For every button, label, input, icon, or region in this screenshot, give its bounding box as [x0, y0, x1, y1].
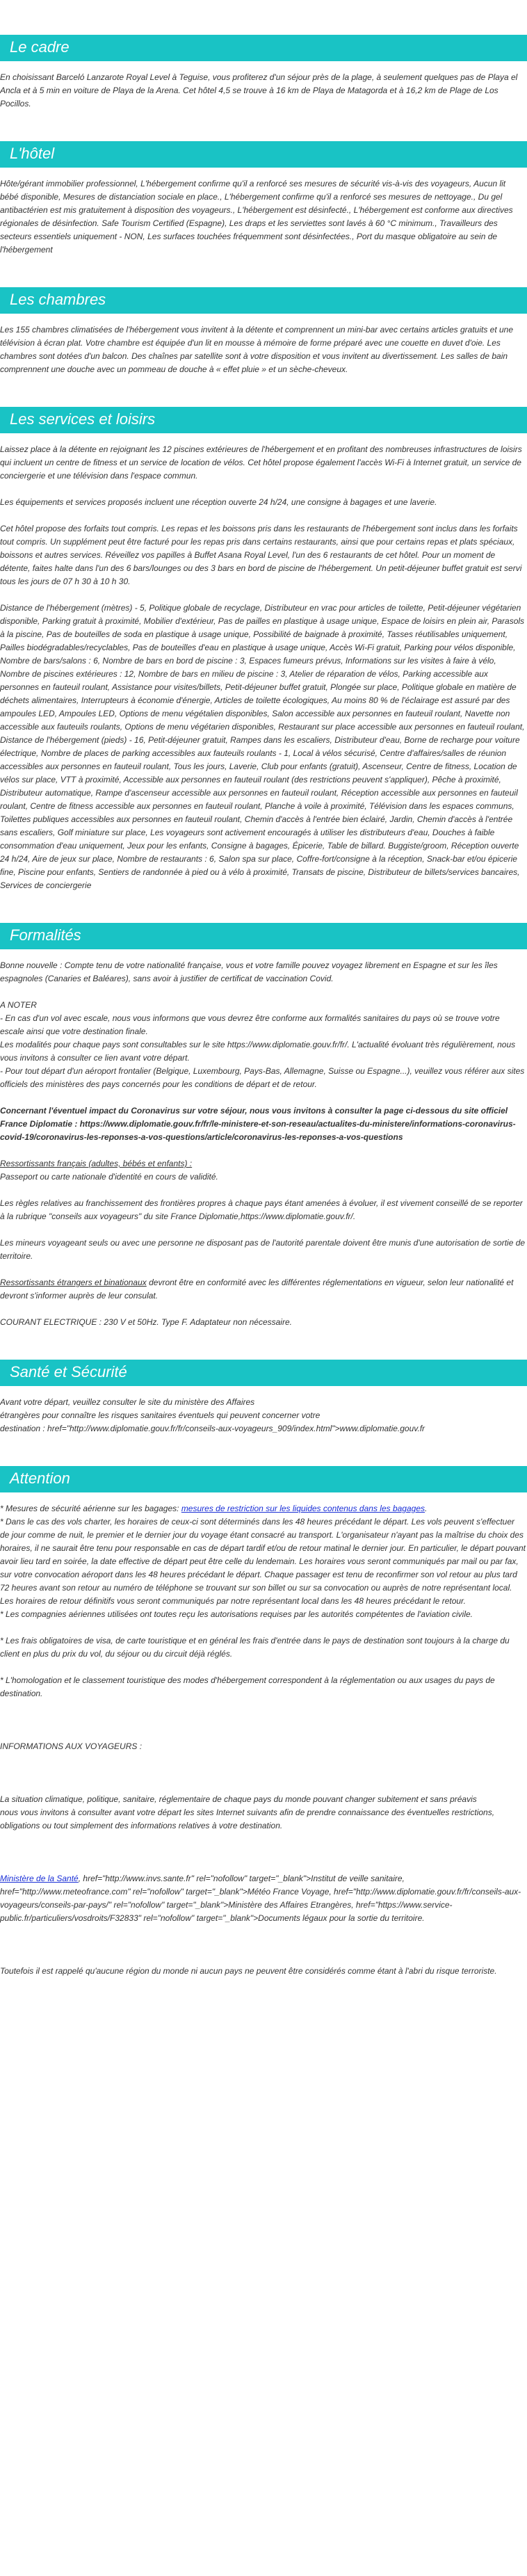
- section-title-services: Les services et loisirs: [0, 407, 527, 433]
- section-title-attention: Attention: [0, 1466, 527, 1492]
- section-title-formalites: Formalités: [0, 923, 527, 949]
- attention-bagages-label: * Mesures de sécurité aérienne sur les bagages:: [0, 1504, 181, 1513]
- formalites-ressortissants-title: Ressortissants français (adultes, bébés et enfants) :: [0, 1159, 193, 1168]
- hotel-text: Hôte/gérant immobilier professionnel, L'hébergement confirme qu'il a renforcé ses mesures de sécurité vis-à-vis des voyageurs, Aucun lit bébé disponible, Mesures de distanciation sociale en place., L'hébergement confirme qu'il a renforcé ses mesures de nettoyage., Du gel antibactérien est mis gratuitement à disposition des voyageurs., L'hébergement est désinfecté., L'hébergement est conforme aux directives régionales de désinfection. Safe Tourism Certified (Espagne), Les draps et les serviettes sont lavés à 60 °C minimum., Travailleurs des secteurs essentiels uniquement - NON, Les surfaces touchées fréquemment sont désinfectées., Port du masque obligatoire au sein de l'hébergement: [0, 179, 513, 255]
- section-chambres: [0, 287, 527, 376]
- attention-liens: [0, 1872, 526, 1925]
- formalites-note-modalites: Les modalités pour chaque pays sont consultables sur le site https://www.diplomatie.gouv.fr/fr/. L'actualité évoluant très régulièrement, nous vous invitons à consulter ce lien avant votre départ.: [0, 1040, 516, 1063]
- formalites-good-news: Bonne nouvelle : Compte tenu de votre nationalité française, vous et votre famille pouvez voyagez librement en Espagne et sur les îles espagnoles (Canaries et Baléares), sans avoir à justifier de certificat de vaccination Covid.: [0, 960, 498, 983]
- services-dining: Cet hôtel propose des forfaits tout compris. Les repas et les boissons pris dans les restaurants de l'hébergement sont inclus dans les forfaits tout compris. Un supplément peut être facturé pour les repas pris dans certains restaurants, ainsi que pour certains repas et plats spéciaux, boissons et autres services. Réveillez vos papilles à Buffet Asana Royal Level, l'un des 6 restaurants de cet hôtel. Pour un moment de détente, faites halte dans l'un des 6 bars/lounges ou des 3 bars en bord de piscine de l'hébergement. Un petit-déjeuner buffet gratuit est servi tous les jours de 07 h 30 à 10 h 30.: [0, 524, 522, 586]
- section-title-hotel: L'hôtel: [0, 141, 527, 168]
- sante-text: Avant votre départ, veuillez consulter le site du ministère des Affaires étrangères pour connaître les risques sanitaires éventuels qui peuvent concerner votre destination : href="http://www.diplomatie.gouv.fr/fr/conseils-aux-voyageurs_909/index.html">www.diplomatie.gouv.fr: [0, 1397, 425, 1433]
- ministere-sante-link[interactable]: Ministère de la Santé: [0, 1874, 79, 1883]
- services-amenities-list: Distance de l'hébergement (mètres) - 5, Politique globale de recyclage, Distributeur en vrac pour articles de toilette, Petit-déjeuner végétarien disponible, Parking gratuit à proximité, Mobilier d'extérieur, Pas de pailles en plastique à usage unique, Espace de loisirs en plein air, Parasols à la piscine, Pas de bouteilles de soda en plastique à usage unique, Possibilité de baignade à proximité, Tasses réutilisables uniquement, Pailles biodégradables/recyclables, Pas de bouteilles d'eau en plastique à usage unique, Accès Wi-Fi gratuit, Parking pour vélos disponible, Nombre de bars/salons : 6, Nombre de bars en bord de piscine : 3, Espaces fumeurs prévus, Informations sur les visites à faire à vélo, Nombre de piscines extérieures : 12, Nombre de bars en milieu de piscine : 3, Atelier de réparation de vélos, Parking accessible aux personnes en fauteuil roulant, Assistance pour visites/billets, Petit-déjeuner buffet gratuit, Plongée sur place, Politique globale en matière de déchets alimentaires, Interrupteurs à économie d'énergie, Articles de toilette écologiques, Au moins 80 % de l'éclairage est assuré par des ampoules LED, Ampoules LED, Options de menu végétalien disponibles, Salon accessible aux personnes en fauteuil roulant, Navette non accessible aux fauteuils roulants, Options de menu végétarien disponibles, Restaurant sur place accessible aux personnes en fauteuil roulant, Distance de l'hébergement (pieds) - 16, Petit-déjeuner gratuit, Rampes dans les escaliers, Distributeur d'eau, Borne de recharge pour voiture électrique, Nombre de places de parking accessibles aux fauteuils roulants - 1, Local à vélos sécurisé, Centre d'affaires/salles de réunion accessibles aux personnes en fauteuil roulant, Tous les jours, Laverie, Club pour enfants (gratuit), Ascenseur, Centre de fitness, Location de vélos sur place, VTT à proximité, Accessible aux personnes en fauteuil roulant (des restrictions peuvent s'appliquer), Pêche à proximité, Distributeur automatique, Rampe d'ascenseur accessible aux personnes en fauteuil roulant, Réception accessible aux personnes en fauteuil roulant, Centre de fitness accessible aux personnes en fauteuil roulant, Planche à voile à proximité, Télévision dans les espaces communs, Toilettes publiques accessibles aux personnes en fauteuil roulant, Chemin d'accès à l'entrée bien éclairé, Jardin, Chemin d'accès à l'entrée sans escaliers, Golf miniature sur place, Les voyageurs sont activement encouragés à utiliser les distributeurs d'eau, Douches à faible consommation d'eau uniquement, Jeux pour les enfants, Consigne à bagages, Épicerie, Table de billard. Buggiste/groom, Réception ouverte 24 h/24, Aire de jeux sur place, Nombre de restaurants : 6, Salon spa sur place, Coffre-fort/consigne à la réception, Snack-bar et/ou épicerie fine, Piscine pour enfants, Sentiers de randonnée à pied ou à vélo à proximité, Transats de piscine, Distributeur de billets/services bancaires, Services de conciergerie: [0, 603, 525, 890]
- chambres-text: Les 155 chambres climatisées de l'hébergement vous invitent à la détente et comprennent un mini-bar avec certains articles gratuits et une télévision à écran plat. Votre chambre est équipée d'un lit en mousse à mémoire de forme préparé avec une couette en duvet d'oie. Les chambres sont dotées d'un balcon. Des chaînes par satellite sont à votre disposition et vous invitent au divertissement. Les salles de bain comprennent une douche avec un pommeau de douche à « effet pluie » et un sèche-cheveux.: [0, 325, 514, 374]
- formalites-etrangers-text: devront être en conformité avec les différentes réglementations en vigueur, selon leur nationalité et devront s'informer auprès de leur consulat.: [0, 1278, 514, 1301]
- attention-bagages: [0, 1502, 526, 1515]
- formalites-note-escale: - En cas d'un vol avec escale, nous vous informons que vous devrez être conforme aux formalités sanitaires du pays où se trouve votre escale ainsi que votre destination finale.: [0, 1013, 500, 1036]
- section-formalites: [0, 923, 527, 1329]
- formalites-courant: COURANT ELECTRIQUE : 230 V et 50Hz. Type F. Adaptateur non nécessaire.: [0, 1317, 292, 1327]
- formalites-etrangers: [0, 1276, 526, 1303]
- formalites-note-frontalier: - Pour tout départ d'un aéroport frontalier (Belgique, Luxembourg, Pays-Bas, Allemagne, Suisse ou Espagne...), veuillez vous référer aux sites officiels des ministères des pays concernés pour les conditions de départ et de retour.: [0, 1066, 525, 1089]
- section-title-chambres: Les chambres: [0, 287, 527, 314]
- attention-homologation: * L'homologation et le classement touristique des modes d'hébergement correspondent à la réglementation ou aux usages du pays de destination.: [0, 1675, 495, 1698]
- section-sante: [0, 1360, 527, 1435]
- section-hotel: [0, 141, 527, 257]
- section-services: [0, 407, 527, 892]
- attention-bagages-end: .: [425, 1504, 428, 1513]
- section-title-cadre: Le cadre: [0, 35, 527, 61]
- attention-vols-charter: * Dans le cas des vols charter, les horaires de ceux-ci sont déterminés dans les 48 heures précédant le départ. Les vols peuvent s'effectuer de jour comme de nuit, le premier et le dernier jour du voyage étant consacré au transport. L'organisateur n'ayant pas la maîtrise du choix des horaires, il ne saurait être tenu pour responsable en cas de départ tardif et/ou de retour matinal le dernier jour. En particulier, le départ pouvant avoir lieu tard en soirée, la date effective de départ peut être celle du lendemain. Les horaires vous seront communiqués par mail ou par fax, sur votre convocation aéroport dans les 48 heures précédant le départ. Chaque passager est tenu de reconfirmer son vol retour au plus tard 72 heures avant son retour au numéro de téléphone se trouvant sur son billet ou sur sa convocation ou auprès de notre représentant local. Les horaires de retour définitifs vous seront communiqués par notre représentant local dans les 48 heures précédant le retour.: [0, 1517, 526, 1606]
- cadre-text: En choisissant Barceló Lanzarote Royal Level à Teguise, vous profiterez d'un séjour près de la plage, à seulement quelques pas de Playa el Ancla et à 5 min en voiture de Playa de la Arena. Cet hôtel 4,5 se trouve à 16 km de Playa de Matagorda et à 16,2 km de Plage de Los Pocillos.: [0, 72, 518, 108]
- services-intro: Laissez place à la détente en rejoignant les 12 piscines extérieures de l'hébergement et en profitant des nombreuses infrastructures de loisirs qui incluent un centre de fitness et un service de location de vélos. Cet hôtel propose également l'accès Wi-Fi à Internet gratuit, un service de conciergerie et une télévision dans l'espace commun.: [0, 444, 522, 481]
- attention-liens-text: , href="http://www.invs.sante.fr" rel="nofollow" target="_blank">Institut de veille sanitaire, href="http://www.meteofrance.com" rel="nofollow" target="_blank">Météo France Voyage, href="http://www.diplomatie.gouv.fr/fr/conseils-aux-voyageurs/conseils-par-pays/" rel="nofollow" target="_blank">Ministère des Affaires Etrangères, href="https://www.service-public.fr/particuliers/vosdroits/F32833" rel="nofollow" target="_blank">Documents légaux pour la sortie du territoire.: [0, 1874, 521, 1923]
- services-equipment: Les équipements et services proposés incluent une réception ouverte 24 h/24, une consigne à bagages et une laverie.: [0, 497, 437, 507]
- restriction-liquides-link[interactable]: mesures de restriction sur les liquides contenus dans les bagages: [181, 1504, 425, 1513]
- formalites-mineurs: Les mineurs voyageant seuls ou avec une personne ne disposant pas de l'autorité parentale doivent être munis d'une autorisation de sortie de territoire.: [0, 1238, 526, 1261]
- formalites-coronavirus: Concernant l'éventuel impact du Coronavirus sur votre séjour, nous vous invitons à consulter la page ci-dessous du site officiel France Diplomatie : https://www.diplomatie.gouv.fr/fr/le-ministere-et-son-reseau/actualites-du-ministere/informations-coronavirus-covid-19/coronavirus-les-reponses-a-vos-questions/article/coronavirus-les-reponses-a-vos-questions: [0, 1106, 516, 1142]
- section-title-sante: Santé et Sécurité: [0, 1360, 527, 1386]
- formalites-regles: Les règles relatives au franchissement des frontières propres à chaque pays étant amenées à évoluer, il est vivement conseillé de se reporter à la rubrique "conseils aux voyageurs" du site France Diplomatie,https://www.diplomatie.gouv.fr/.: [0, 1198, 523, 1221]
- attention-infos-title: INFORMATIONS AUX VOYAGEURS :: [0, 1741, 143, 1751]
- attention-compagnies: * Les compagnies aériennes utilisées ont toutes reçu les autorisations requises par les autorités compétentes de l'aviation civile.: [0, 1609, 473, 1619]
- attention-terrorisme: Toutefois il est rappelé qu'aucune région du monde ni aucun pays ne peuvent être considérés comme étant à l'abri du risque terroriste.: [0, 1966, 497, 1976]
- attention-frais: * Les frais obligatoires de visa, de carte touristique et en général les frais d'entrée dans le pays de destination sont toujours à la charge du client en plus du prix du vol, du séjour ou du circuit déjà réglés.: [0, 1636, 510, 1659]
- attention-situation: La situation climatique, politique, sanitaire, réglementaire de chaque pays du monde pouvant changer subitement et sans préavis nous vous invitons à consulter avant votre départ les sites Internet suivants afin de prendre connaissance des éventuelles restrictions, obligations ou tout simplement des informations relatives à votre destination.: [0, 1794, 495, 1830]
- formalites-ressortissants-text: Passeport ou carte nationale d'identité en cours de validité.: [0, 1172, 218, 1182]
- section-cadre: [0, 35, 527, 111]
- section-attention: [0, 1466, 527, 1978]
- formalites-etrangers-label: Ressortissants étrangers et binationaux: [0, 1278, 147, 1287]
- formalites-note-title: A NOTER: [0, 1000, 37, 1010]
